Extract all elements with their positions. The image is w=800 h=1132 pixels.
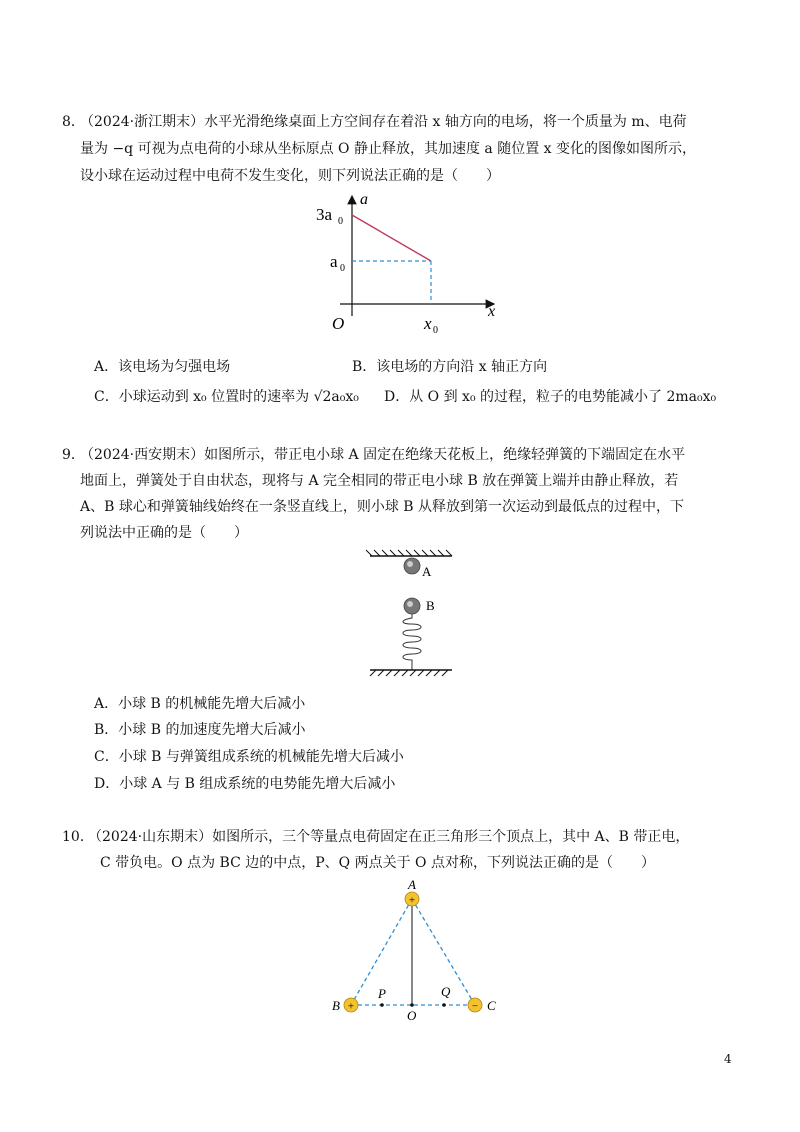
q10-text-line1: （2024·山东期末）如图所示，三个等量点电荷固定在正三角形三个顶点上，其中 A、B 带正电， — [88, 829, 690, 845]
q8-option-c: C．小球运动到 x₀ 位置时的速率为 √2a₀x₀ — [94, 389, 359, 405]
q8-tick-3a0-sub: 0 — [338, 216, 343, 227]
q8-text-line2: 量为 −q 可视为点电荷的小球从坐标原点 O 静止释放，其加速度 a 随位置 x 变化的图像如图所示， — [80, 141, 697, 157]
q8-origin-label: O — [332, 314, 345, 333]
q9-number: 9． — [62, 447, 85, 463]
q8-text-line3: 设小球在运动过程中电荷不发生变化，则下列说法正确的是（ ） — [80, 168, 500, 184]
q9-text-line4: 列说法中正确的是（ ） — [80, 525, 248, 541]
q10-label-c: C — [487, 998, 496, 1013]
q10-label-a: A — [408, 877, 416, 892]
q8-graph-line — [352, 215, 431, 261]
q10-point-o — [410, 1003, 414, 1007]
page-number: 4 — [724, 1052, 732, 1066]
q10-label-b: B — [332, 998, 340, 1013]
q9-text-line2: 地面上，弹簧处于自由状态，现将与 A 完全相同的带正电小球 B 放在弹簧上端并由静止释放，若 — [80, 473, 679, 489]
q9-text-line3: A、B 球心和弹簧轴线始终在一条竖直线上，则小球 B 从释放到第一次运动到最低点的过程中，下 — [80, 499, 685, 515]
q8-tick-x0-sub: 0 — [433, 325, 438, 336]
q8-tick-a0-sub: 0 — [340, 263, 345, 274]
q8-option-d: D．从 O 到 x₀ 的过程，粒子的电势能减小了 2ma₀x₀ — [384, 389, 717, 405]
q10-point-p — [380, 1003, 384, 1007]
q8-acceleration-graph — [300, 188, 520, 348]
q10-charge-c-sign: − — [471, 1000, 479, 1013]
q8-tick-a0: a — [330, 252, 338, 271]
q9-spring-figure — [360, 546, 470, 686]
q10-label-q: Q — [441, 984, 451, 999]
q10-text-line2: C 带负电。O 点为 BC 边的中点，P、Q 两点关于 O 点对称，下列说法正确的是（ ） — [100, 855, 655, 871]
q10-charge-b-sign: + — [347, 1000, 355, 1013]
q8-option-a: A．该电场为匀强电场 — [94, 359, 231, 375]
q9-option-d: D．小球 A 与 B 组成系统的电势能先增大后减小 — [94, 776, 396, 792]
q9-ceiling — [366, 550, 452, 556]
q9-label-a: A — [422, 564, 432, 579]
q9-spring — [403, 614, 421, 670]
q8-tick-3a0: 3a — [316, 205, 333, 224]
q8-x-axis-label: x — [488, 303, 496, 320]
q9-label-b: B — [426, 598, 435, 613]
q9-option-a: A．小球 B 的机械能先增大后减小 — [94, 696, 306, 712]
q8-option-b: B．该电场的方向沿 x 轴正方向 — [352, 359, 548, 375]
q9-text-line1: （2024·西安期末）如图所示，带正电小球 A 固定在绝缘天花板上，绝缘轻弹簧的下端固定在水平 — [80, 447, 686, 463]
q10-point-q — [442, 1003, 446, 1007]
q8-text-line1: （2024·浙江期末）水平光滑绝缘桌面上方空间存在着沿 x 轴方向的电场，将一个质量为 m、电荷 — [80, 114, 687, 130]
q10-triangle-figure — [320, 872, 510, 1022]
q8-tick-x0: x — [424, 314, 432, 333]
q10-number: 10． — [62, 829, 94, 845]
q9-floor — [370, 670, 452, 676]
q8-y-axis-label: a — [360, 191, 368, 208]
q10-charge-a-sign: + — [408, 894, 416, 907]
q10-label-o: O — [407, 1008, 417, 1022]
q10-label-p: P — [378, 986, 386, 1001]
q8-number: 8． — [62, 114, 85, 130]
q9-option-c: C．小球 B 与弹簧组成系统的机械能先增大后减小 — [94, 749, 404, 765]
q9-option-b: B．小球 B 的加速度先增大后减小 — [94, 722, 306, 738]
